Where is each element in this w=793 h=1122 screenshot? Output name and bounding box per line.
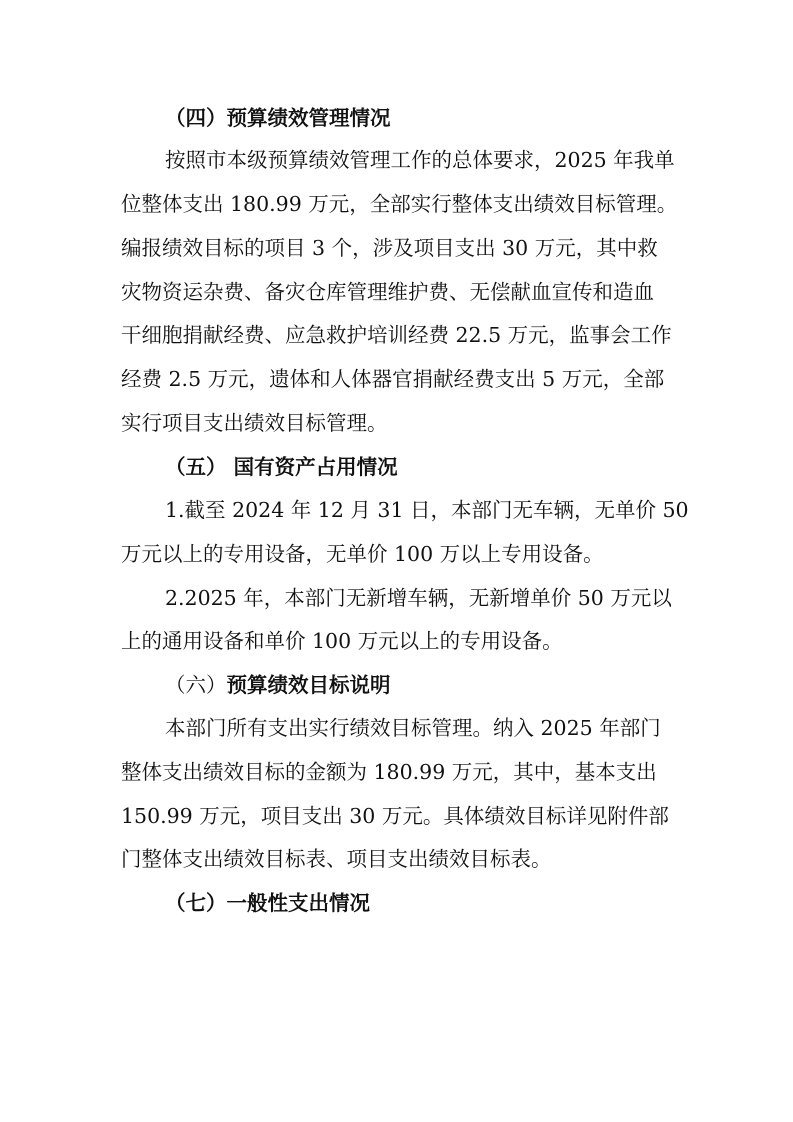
- paragraph-line: 整体支出绩效目标的金额为 180.99 万元，其中，基本支出: [121, 760, 657, 784]
- paragraph-line: 编报绩效目标的项目 3 个，涉及项目支出 30 万元，其中救: [121, 236, 658, 260]
- paragraph-line: 上的通用设备和单价 100 万元以上的专用设备。: [121, 629, 563, 653]
- paragraph-line: 1.截至 2024 年 12 月 31 日，本部门无车辆，无单价 50: [165, 498, 689, 522]
- section-heading-prefix: （六）: [165, 673, 227, 697]
- section-heading-performance-targets: [165, 673, 391, 697]
- section-heading-state-assets: （五） 国有资产占用情况: [165, 455, 398, 479]
- section-heading-text: 预算绩效目标说明: [226, 673, 391, 697]
- paragraph-line: 经费 2.5 万元，遗体和人体器官捐献经费支出 5 万元，全部: [121, 367, 665, 391]
- paragraph-line: 万元以上的专用设备，无单价 100 万以上专用设备。: [121, 542, 604, 566]
- paragraph-line: 2.2025 年，本部门无新增车辆，无新增单价 50 万元以: [165, 586, 672, 610]
- section-heading-general-expenditure: （七）一般性支出情况: [165, 891, 370, 915]
- paragraph-line: 按照市本级预算绩效管理工作的总体要求，2025 年我单: [165, 148, 675, 172]
- paragraph-line: 位整体支出 180.99 万元，全部实行整体支出绩效目标管理。: [121, 192, 678, 216]
- paragraph-line: 本部门所有支出实行绩效目标管理。纳入 2025 年部门: [165, 716, 661, 740]
- paragraph-line: 门整体支出绩效目标表、项目支出绩效目标表。: [121, 847, 552, 871]
- section-heading-budget-performance: （四）预算绩效管理情况: [165, 106, 391, 130]
- paragraph-line: 150.99 万元，项目支出 30 万元。具体绩效目标详见附件部: [121, 804, 669, 828]
- paragraph-line: 干细胞捐献经费、应急救护培训经费 22.5 万元，监事会工作: [121, 323, 672, 347]
- paragraph-line: 实行项目支出绩效目标管理。: [121, 411, 388, 435]
- paragraph-line: 灾物资运杂费、备灾仓库管理维护费、无偿献血宣传和造血: [121, 280, 654, 304]
